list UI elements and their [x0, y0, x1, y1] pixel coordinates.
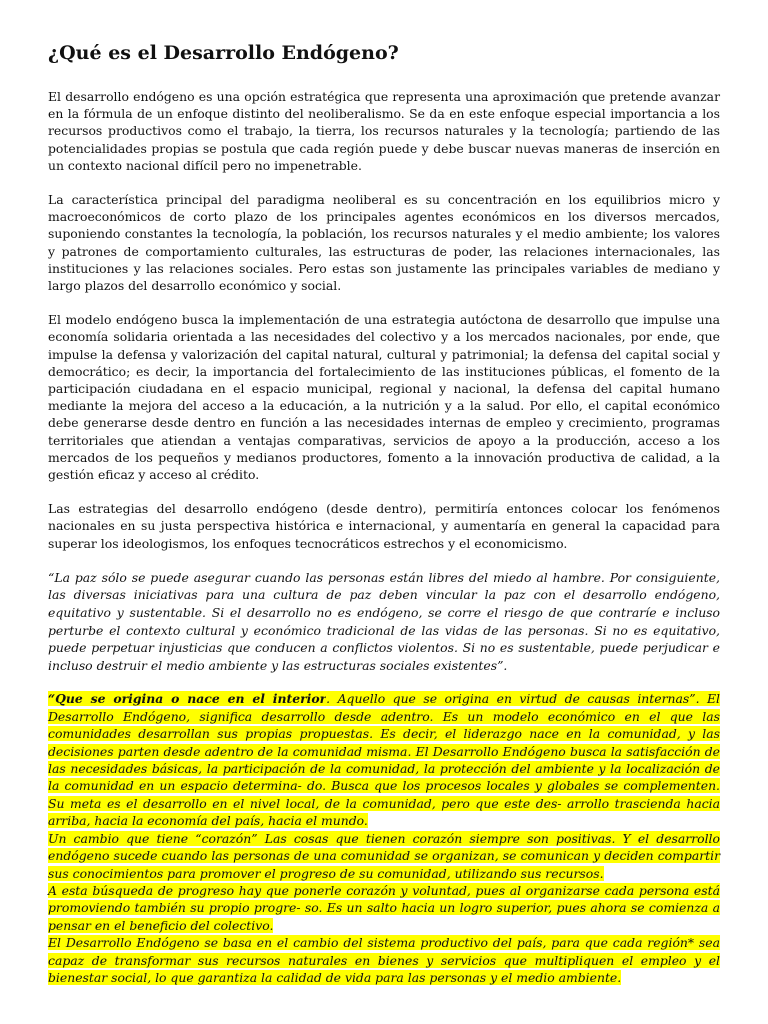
paragraph-neoliberal: La característica principal del paradigma neoliberal es su concentración en los equilibrios micro y macroeconómicos de corto plazo de los principales agentes económicos en los diversos mercados, suponiendo constantes la tecnología, la población, los recursos naturales y el medio ambiente; los valores y patrones de comportamiento culturales, las estructuras de poder, las relaciones internacionales, las instituciones y las relaciones sociales. Pero estas son justamente las principales variables de mediano y largo plazos del desarrollo económico y social. [48, 192, 720, 294]
quote-paragraph: “La paz sólo se puede asegurar cuando las personas están libres del miedo al hambre. Por consiguiente, las diversas iniciativas para una cultura de paz deben vincular la paz con el desarrollo endógeno, equitativo y sustentable. Si el desarrollo no es endógeno, se corre el riesgo de que contraríe e incluso perturbe el contexto cultural y económico tradicional de las vidas de las personas. Si no es equitativo, puede perpetuar injusticias que conducen a conflictos violentos. Si no es sustentable, puede perjudicar e incluso destruir el medio ambiente y las estructuras sociales existentes”. [48, 569, 720, 673]
document-title: ¿Qué es el Desarrollo Endógeno? [48, 42, 399, 64]
highlight-paragraph-3 [48, 882, 720, 934]
highlight-text-2: Un cambio que tiene “corazón” Las cosas que tienen corazón siempre son positivas. Y el desarrollo endógeno sucede cuando las personas de una comunidad se organizan, se comunican y deciden compartir sus conocimientos para promover el progreso de su comunidad, utilizando sus recursos. [48, 830, 720, 881]
highlight-text-3: A esta búsqueda de progreso hay que ponerle corazón y voluntad, pues al organizarse cada persona está promoviendo también su propio progre- so. Es un salto hacia un logro superior, pues ahora se comienza a pensar en el beneficio del colectivo. [48, 882, 720, 933]
paragraph-modelo-endogeno: El modelo endógeno busca la implementación de una estrategia autóctona de desarrollo que impulse una economía solidaria orientada a las necesidades del colectivo y a los mercados nacionales, por ende, que impulse la defensa y valorización del capital natural, cultural y patrimonial; la defensa del capital social y democrático; es decir, la importancia del fortalecimiento de las instituciones públicas, el fomento de la participación ciudadana en el espacio municipal, regional y nacional, la defensa del capital humano mediante la mejora del acceso a la educación, a la nutrición y a la salud. Por ello, el capital económico debe generarse desde dentro en función a las necesidades internas de empleo y crecimiento, programas territoriales que atiendan a ventajas comparativas, servicios de apoyo a la producción, acceso a los mercados de los pequeños y medianos productores, fomento a la innovación productiva de calidad, a la gestión eficaz y acceso al crédito. [48, 312, 720, 483]
highlight-lead-bold: “Que se origina o nace en el interior [48, 691, 327, 707]
document-page [48, 40, 720, 986]
highlight-paragraph-1 [48, 690, 720, 829]
highlight-text-4: El Desarrollo Endógeno se basa en el cambio del sistema productivo del país, para que cada región* sea capaz de transformar sus recursos naturales en bienes y servicios que multipliquen el empleo y el bienestar social, lo que garantiza la calidad de vida para las personas y el medio ambiente. [48, 935, 720, 985]
highlight-lead-rest: . Aquello que se origina en virtud de causas internas”. El Desarrollo Endógeno, significa desarrollo desde adentro. Es un modelo económico en el que las comunidades desarrollan sus propias propuestas. Es decir, el liderazgo nace en la comunidad, y las decisiones parten desde adentro de la comunidad misma. El Desarrollo Endógeno busca la satisfacción de las necesidades básicas, la participación de la comunidad, la protección del ambiente y la localización de la comunidad en un espacio determina- do. Busca que los procesos locales y globales se complementen. Su meta es el desarrollo en el nivel local, de la comunidad, pero que este des- arrollo trascienda hacia arriba, hacia la economía del país, hacia el mundo. [48, 691, 720, 829]
paragraph-intro: El desarrollo endógeno es una opción estratégica que representa una aproximación que pretende avanzar en la fórmula de un enfoque distinto del neoliberalismo. Se da en este enfoque especial importancia a los recursos productivos como el trabajo, la tierra, los recursos naturales y la tecnología; partiendo de las potencialidades propias se postula que cada región puede y debe buscar nuevas maneras de inserción en un contexto nacional difícil pero no impenetrable. [48, 89, 720, 173]
highlighted-section [48, 690, 720, 986]
paragraph-estrategias: Las estrategias del desarrollo endógeno (desde dentro), permitiría entonces colocar los fenómenos nacionales en su justa perspectiva histórica e internacional, y aumentaría en general la capacidad para superar los ideologismos, los enfoques tecnocráticos estrechos y el economicismo. [48, 501, 720, 551]
highlight-paragraph-4 [48, 934, 720, 986]
highlight-paragraph-2 [48, 830, 720, 882]
